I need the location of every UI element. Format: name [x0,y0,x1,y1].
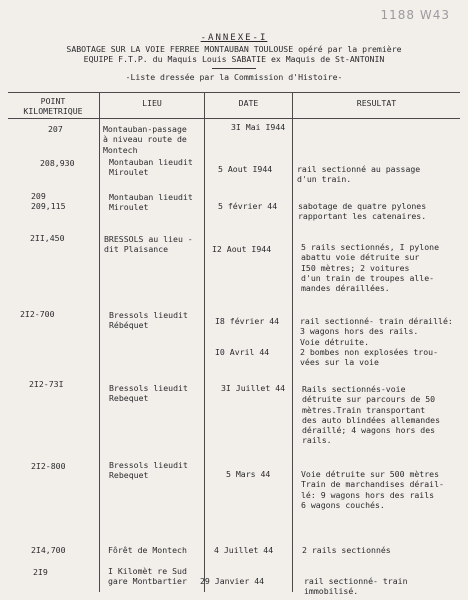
annexe-title: -ANNEXE-I [200,33,268,43]
table-cell-date: 29 Janvier 44 [200,576,265,586]
table-cell-lieu: Fôrêt de Montech [108,545,187,555]
table-cell-date: 5 Mars 44 [226,469,271,479]
column-header-lieu: LIEU [142,98,162,108]
table-cell-resultat: Voie détruite sur 500 mètres Train de marchandises dérail- lé: 9 wagons hors des rails 6 wagons couchés. [301,469,444,510]
table-cell-resultat: Rails sectionnés-voie détruite sur parcours de 50 mètres.Train transportant des auto blindées allemandes déraillé; 4 wagons hors des rails. [302,384,441,446]
table-cell-point: 207 [48,124,63,134]
table-cell-lieu: Montauban lieudit Miroulet [109,157,193,178]
table-top-rule [8,92,460,93]
table-cell-date: 5 février 44 [218,201,278,211]
table-cell-lieu: Montauban lieudit Miroulet [109,192,193,213]
table-cell-date: I8 février 44 I0 Avril 44 [215,316,280,357]
table-cell-lieu: Bressols lieudit Rebequet [109,460,188,481]
table-cell-point: 2I2-700 [20,309,55,319]
column-header-date: DATE [238,98,259,108]
archive-reference: 1188 W43 [380,8,450,22]
table-cell-point: 209 209,115 [31,191,66,212]
table-cell-resultat: sabotage de quatre pylones rapportant les catenaires. [298,201,427,222]
table-cell-lieu: Montauban-passage à niveau route de Montech [103,124,187,155]
table-cell-lieu: I Kilomèt re Sud gare Montbartier [108,566,187,587]
table-header-rule [8,118,460,119]
table-cell-lieu: BRESSOLS au lieu - dit Plaisance [104,234,193,255]
table-cell-date: 5 Aout I944 [218,164,273,174]
table-cell-point: 2I2-73I [29,379,64,389]
table-cell-date: I2 Aout I944 [212,244,272,254]
table-cell-point: 2II,450 [30,233,65,243]
table-cell-lieu: Bressols lieudit Rebequet [109,383,188,404]
table-cell-point: 208,930 [40,158,75,168]
table-cell-resultat: 5 rails sectionnés, I pylone abattu voie détruite sur I50 mètres; 2 voitures d'un train de troupes alle- mandes déraillées. [301,242,440,294]
table-cell-resultat: rail sectionné au passage d'un train. [297,164,421,185]
column-divider [204,92,205,592]
table-cell-date: 3I Juillet 44 [221,383,286,393]
table-cell-resultat: rail sectionné- train déraillé: 3 wagons hors des rails. Voie détruite. 2 bombes non explosées trou- vées sur la voie [300,316,453,368]
column-header-point: POINT KILOMETRIQUE [23,96,83,117]
header-separator [212,68,256,69]
column-divider [292,92,293,592]
table-cell-date: 3I Mai I944 [231,122,286,132]
header-line-2: EQUIPE F.T.P. du Maquis Louis SABATIE ex Maquis de St-ANTONIN [83,54,385,64]
column-divider [99,92,100,592]
header-line-1: SABOTAGE SUR LA VOIE FERREE MONTAUBAN TOULOUSE opéré par la première [66,44,402,54]
table-cell-date: 4 Juillet 44 [214,545,274,555]
table-cell-resultat: 2 rails sectionnés [302,545,391,555]
table-cell-lieu: Bressols lieudit Rébéquet [109,310,188,331]
column-header-resultat: RESULTAT [356,98,397,108]
table-cell-point: 2I4,700 [31,545,66,555]
table-cell-point: 2I9 [33,567,48,577]
header-line-3: -Liste dressée par la Commission d'Histoire- [125,72,343,82]
table-cell-point: 2I2-800 [31,461,66,471]
table-cell-resultat: rail sectionné- train immobilisé. [304,576,408,597]
